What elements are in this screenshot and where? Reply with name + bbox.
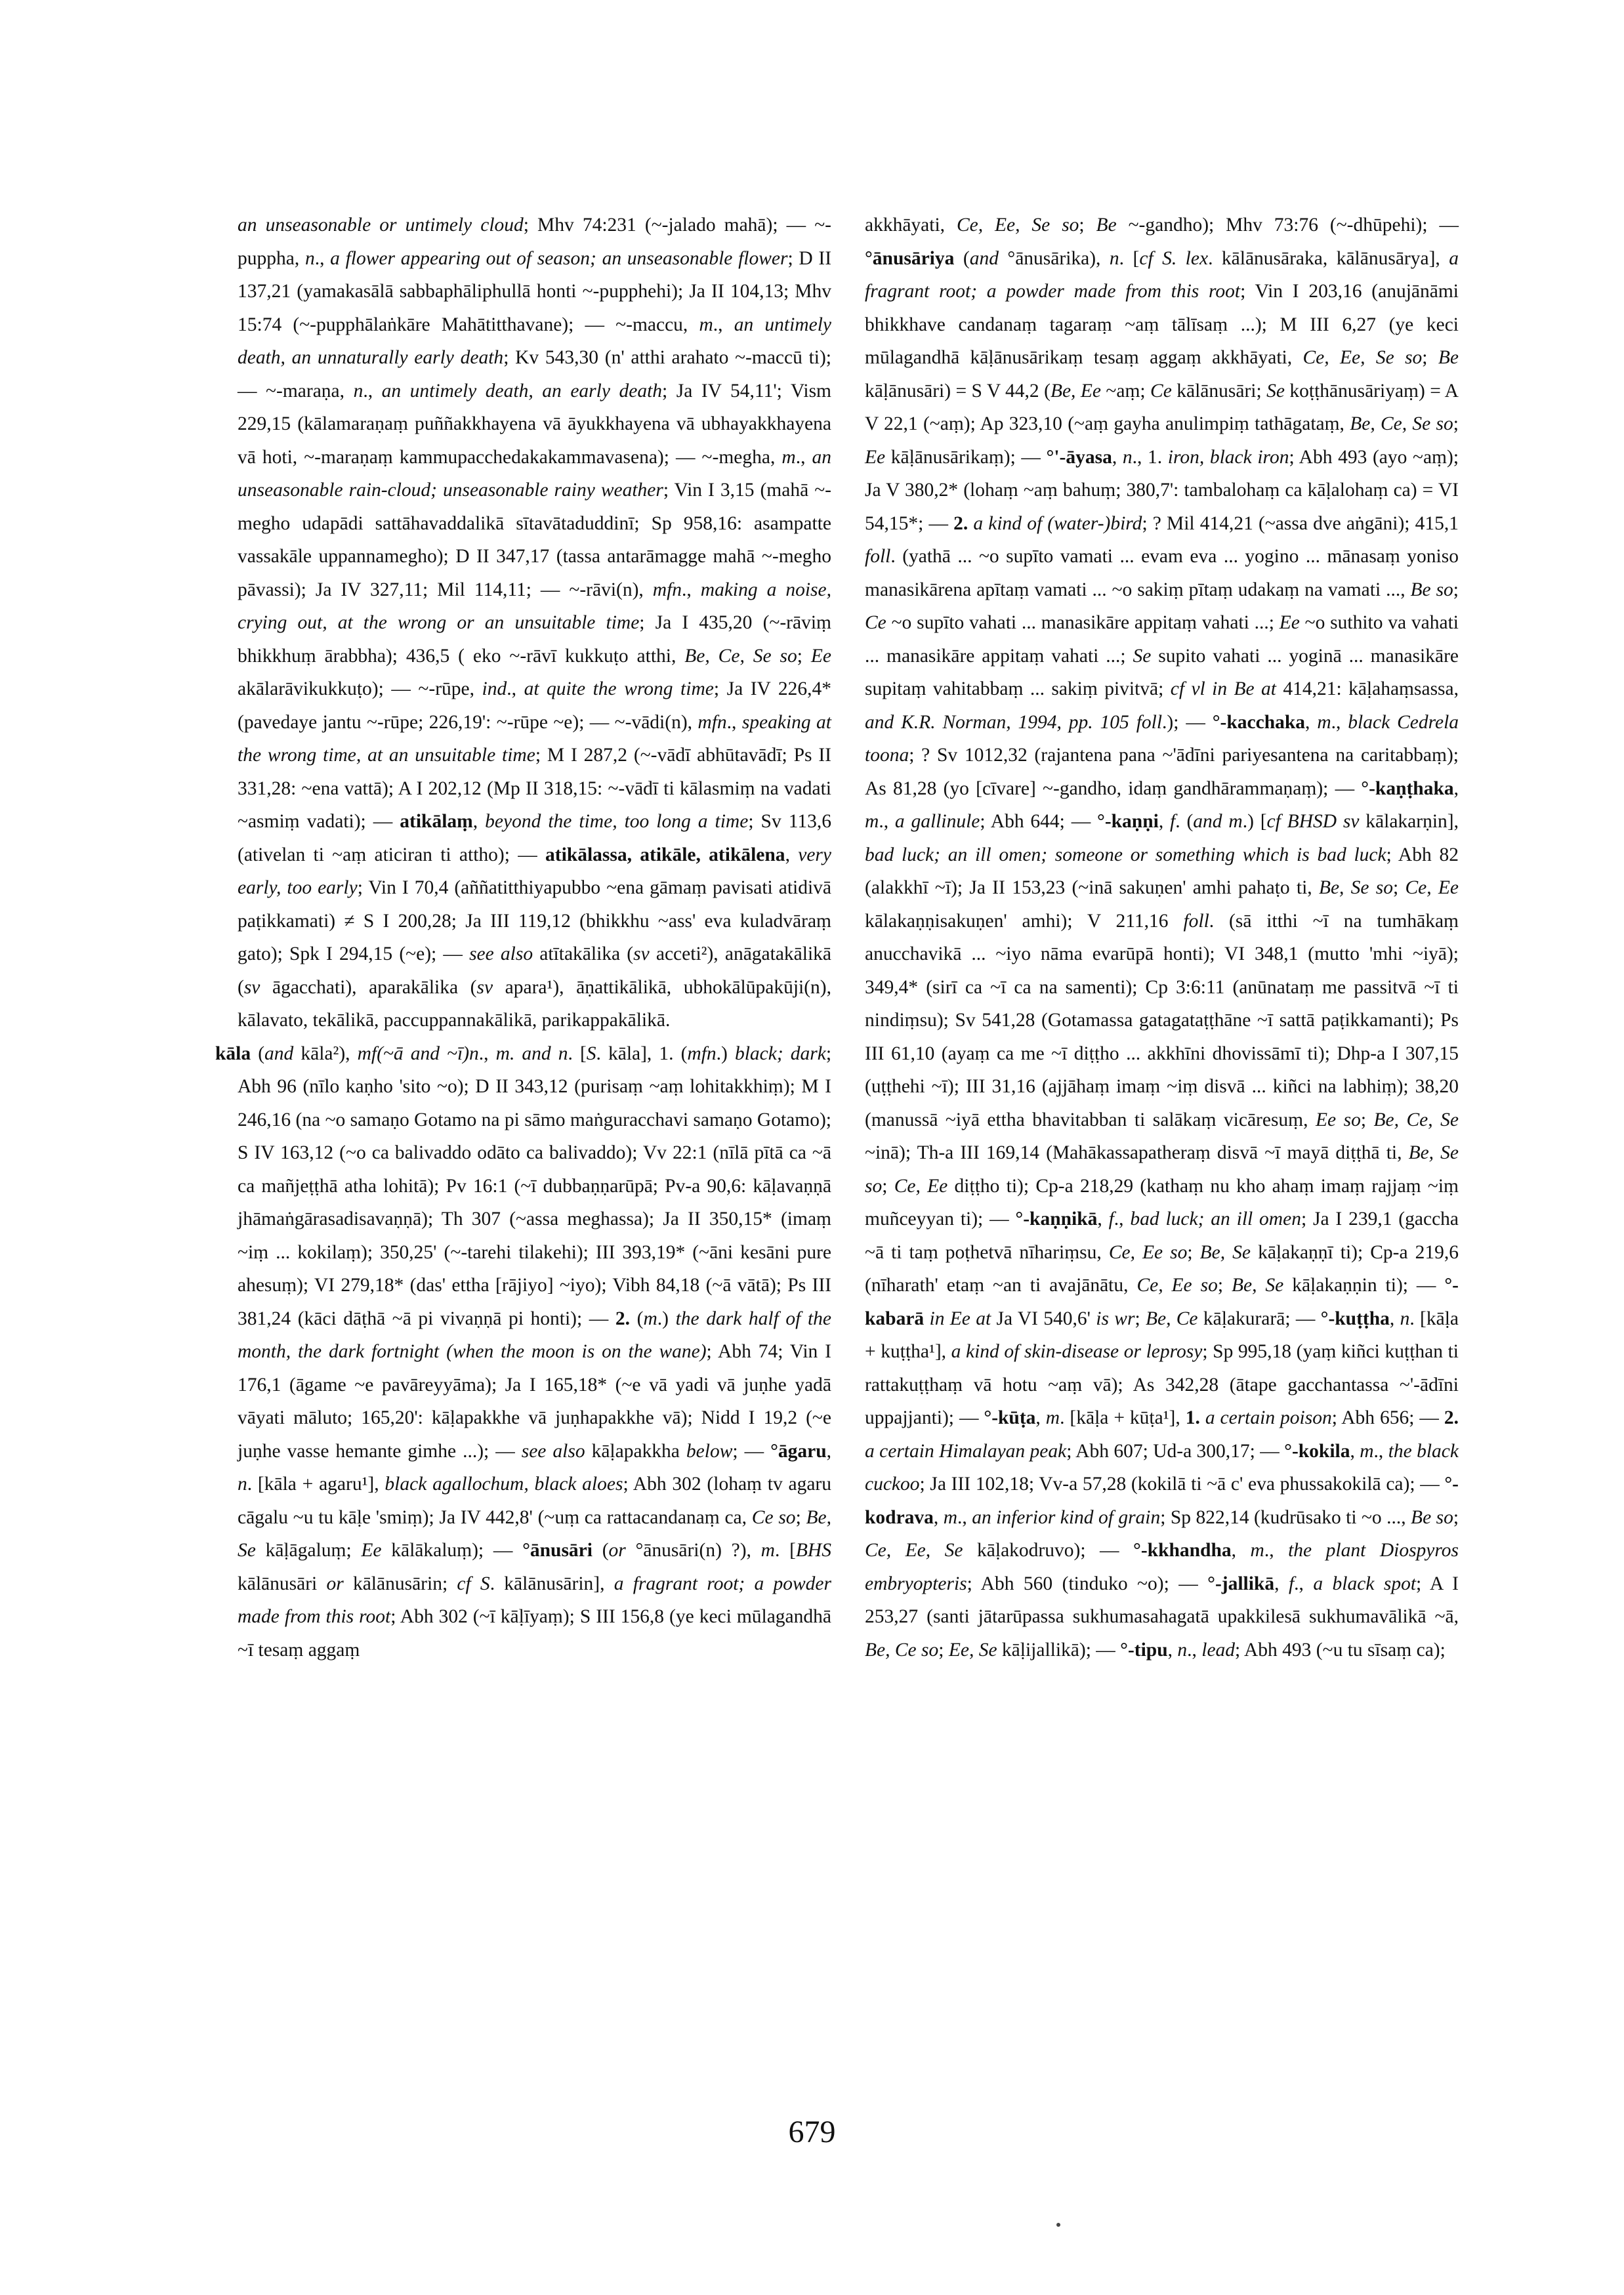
right-column [865, 209, 1459, 1666]
entry-paragraph-continued: akkhāyati, Ce, Ee, Se so; Be ~-gandho); Mhv 73:76 (~-dhūpehi); — °ānusāriya (and °ānusārika), n. [cf S. lex. kālānusāraka, kālānusārya], a fragrant root; a powder made from this root; Vin I 203,16 (anujānāmi bhikkhave candanaṃ tagaraṃ ~aṃ tālīsaṃ ...); M III 6,27 (ye keci mūlagandhā kāḷānusārikaṃ tesaṃ aggaṃ akkhāyati, Ce, Ee, Se so; Be kāḷānusāri) = S V 44,2 (Be, Ee ~aṃ; Ce kālānusāri; Se koṭṭhānusāriyaṃ) = A V 22,1 (~aṃ); Ap 323,10 (~aṃ gayha anulimpiṃ tathāgataṃ, Be, Ce, Se so; Ee kāḷānusārikaṃ); — °'-āyasa, n., 1. iron, black iron; Abh 493 (ayo ~aṃ); Ja V 380,2* (lohaṃ ~aṃ bahuṃ; 380,7': tambalohaṃ ca kāḷalohaṃ ca) = VI 54,15*; — 2. a kind of (water-)bird; ? Mil 414,21 (~assa dve aṅgāni); 415,1 foll. (yathā ... ~o supīto vamati ... evam eva ... yogino ... mānasaṃ yoniso manasikārena apītaṃ vamati ... ~o sakiṃ pītaṃ udakaṃ na vamati ..., Be so; Ce ~o supīto vahati ... manasikāre appitaṃ vahati ...; Ee ~o suthito va vahati ... manasikāre appitaṃ vahati ...; Se supito vahati ... yoginā ... manasikāre supitaṃ vahitabbaṃ ... sakiṃ pivitvā; cf vl in Be at 414,21: kāḷahaṃsassa, and K.R. Norman, 1994, pp. 105 foll.); — °-kacchaka, m., black Cedrela toona; ? Sv 1012,32 (rajantena pana ~'ādīni pariyesantena na caritabbaṃ); As 81,28 (yo [cīvare] ~-gandho, idaṃ gandhārammaṇaṃ); — °-kaṇṭhaka, m., a gallinule; Abh 644; — °-kaṇṇi, f. (and m.) [cf BHSD sv kālakarṇin], bad luck; an ill omen; someone or something which is bad luck; Abh 82 (alakkhī ~ī); Ja II 153,23 (~inā sakuṇen' amhi pahaṭo ti, Be, Se so; Ce, Ee kālakaṇṇisakuṇen' amhi); V 211,16 foll. (sā itthi ~ī na tumhākaṃ anucchavikā ... ~iyo nāma evarūpā honti); VI 348,1 (mutto 'mhi ~iyā); 349,4* (sirī ca ~ī ca na samenti); Cp 3:6:11 (anūnataṃ me passitvā ~ī ti nindiṃsu); Sv 541,28 (Gotamassa gatagataṭṭhāne ~ī sattā paṭikkamanti); Ps III 61,10 (ayaṃ ca me ~ī diṭṭho ... akkhīni dhovissāmī ti); Dhp-a I 307,15 (uṭṭhehi ~ī); III 31,16 (ajjāhaṃ imaṃ ~iṃ disvā ... kiñci na labhiṃ); 38,20 (manussā ~iyā ettha bhavitabban ti salākaṃ vicāresuṃ, Ee so; Be, Ce, Se ~inā); Th-a III 169,14 (Mahākassapatheraṃ disvā ~ī mayā diṭṭhā ti, Be, Se so; Ce, Ee diṭṭho ti); Cp-a 218,29 (kathaṃ nu kho ahaṃ imaṃ rajjaṃ ~iṃ muñceyyan ti); — °-kaṇṇikā, f., bad luck; an ill omen; Ja I 239,1 (gaccha ~ā ti taṃ poṭhetvā nīhariṃsu, Ce, Ee so; Be, Se kāḷakaṇṇī ti); Cp-a 219,6 (nīharath' etaṃ ~an ti avajānātu, Ce, Ee so; Be, Se kāḷakaṇṇin ti); — °-kabarā in Ee at Ja VI 540,6' is wr; Be, Ce kāḷakurarā; — °-kuṭṭha, n. [kāḷa + kuṭṭha¹], a kind of skin-disease or leprosy; Sp 995,18 (yaṃ kiñci kuṭṭhan ti rattakuṭṭhaṃ vā hotu ~aṃ vā); As 342,28 (ātape gacchantassa ~'-ādīni uppajjanti); — °-kūṭa, m. [kāḷa + kūṭa¹], 1. a certain poison; Abh 656; — 2. a certain Himalayan peak; Abh 607; Ud-a 300,17; — °-kokila, m., the black cuckoo; Ja III 102,18; Vv-a 57,28 (kokilā ti ~ā c' eva phussakokilā ca); — °-kodrava, m., an inferior kind of grain; Sp 822,14 (kudrūsako ti ~o ..., Be so; Ce, Ee, Se kāḷakodruvo); — °-kkhandha, m., the plant Diospyros embryopteris; Abh 560 (tinduko ~o); — °-jallikā, f., a black spot; A I 253,27 (santi jātarūpassa sukhumasahagatā upakkilesā sukhumavālikā ~ā, Be, Ce so; Ee, Se kāḷijallikā); — °-tipu, n., lead; Abh 493 (~u tu sīsaṃ ca); [865, 215, 1459, 1661]
entry-paragraph: an unseasonable or untimely cloud; Mhv 74:231 (~-jalado mahā); — ~-puppha, n., a flower appearing out of season; an unseasonable flower; D II 137,21 (yamakasālā sabbaphāliphullā honti ~-pupphehi); Ja II 104,13; Mhv 15:74 (~-pupphālaṅkāre Mahātitthavane); — ~-maccu, m., an untimely death, an unnaturally early death; Kv 543,30 (n' atthi arahato ~-maccū ti); — ~-maraṇa, n., an untimely death, an early death; Ja IV 54,11'; Vism 229,15 (kālamaraṇaṃ puññakkhayena vā āyukkhayena vā ubhayakkhayena vā hoti, ~-maraṇaṃ kammupacchedakakammavasena); — ~-megha, m., an unseasonable rain-cloud; unseasonable rainy weather; Vin I 3,15 (mahā ~-megho udapādi sattāhavaddalikā sītavātaduddinī; Sp 958,16: asampatte vassakāle uppannamegho); D II 347,17 (tassa antarāmagge mahā ~-megho pāvassi); Ja IV 327,11; Mil 114,11; — ~-rāvi(n), mfn., making a noise, crying out, at the wrong or an unsuitable time; Ja I 435,20 (~-rāviṃ bhikkhuṃ ārabbha); 436,5 ( eko ~-rāvī kukkuṭo atthi, Be, Ce, Se so; Ee akālarāvikukkuṭo); — ~-rūpe, ind., at quite the wrong time; Ja IV 226,4* (pavedaye jantu ~-rūpe; 226,19': ~-rūpe ~e); — ~-vādi(n), mfn., speaking at the wrong time, at an unsuitable time; M I 287,2 (~-vādī abhūtavādī; Ps II 331,28: ~ena vattā); A I 202,12 (Mp II 318,15: ~-vādī ti kālasmiṃ na vadati ~asmiṃ vadati); — atikālaṃ, beyond the time, too long a time; Sv 113,6 (ativelan ti ~aṃ aticiran ti attho); — atikālassa, atikāle, atikālena, very early, too early; Vin I 70,4 (aññatitthiyapubbo ~ena gāmaṃ pavisati atidivā paṭikkamati) ≠ S I 200,28; Ja III 119,12 (bhikkhu ~ass' eva kuladvāraṃ gato); Spk I 294,15 (~e); — see also atītakālika (sv acceti²), anāgatakālikā (sv āgacchati), aparakālika (sv apara¹), āṇattikālikā, ubhokālūpakūji(n), kālavato, tekālikā, paccuppannakālikā, parikappakālikā. [238, 215, 832, 1031]
scan-speck [1056, 2223, 1060, 2227]
page-number: 679 [788, 2115, 836, 2149]
left-column [215, 209, 832, 1666]
entry-kala: kāla (and kāla²), mf(~ā and ~ī)n., m. and n. [S. kāla], 1. (mfn.) black; dark; Abh 96 (nīlo kaṇho 'sito ~o); D II 343,12 (purisaṃ ~aṃ lohitakkhiṃ); M I 246,16 (na ~o samaṇo Gotamo na pi sāmo maṅguracchavi samaṇo Gotamo); S IV 163,12 (~o ca balivaddo odāto ca balivaddo); Vv 22:1 (nīlā pītā ca ~ā ca mañjeṭṭhā atha lohitā); Pv 16:1 (~ī dubbaṇṇarūpā; Pv-a 90,6: kāḷavaṇṇā jhāmaṅgārasadisavaṇṇā); Th 307 (~assa meghassa); Ja II 350,15* (imaṃ ~iṃ ... kokilaṃ); 350,25' (~-tarehi tilakehi); III 393,19* (~āni kesāni pure ahesuṃ); VI 279,18* (das' ettha [rājiyo] ~iyo); Vibh 84,18 (~ā vātā); Ps III 381,24 (kāci dāṭhā ~ā pi vivaṇṇā pi honti); — 2. (m.) the dark half of the month, the dark fortnight (when the moon is on the wane); Abh 74; Vin I 176,1 (āgame ~e pavāreyyāma); Ja I 165,18* (~e vā yadi vā juṇhe yadā vāyati māluto; 165,20': kāḷapakkhe vā juṇhapakkhe vā); Nidd I 19,2 (~e juṇhe vasse hemante gimhe ...); — see also kāḷapakkha below; — °āgaru, n. [kāla + agaru¹], black agallochum, black aloes; Abh 302 (lohaṃ tv agaru cāgalu ~u tu kāḷe 'smiṃ); Ja IV 442,8' (~uṃ ca rattacandanaṃ ca, Ce so; Be, Se kāḷāgaluṃ; Ee kālākaluṃ); — °ānusāri (or °ānusāri(n) ?), m. [BHS kālānusāri or kālānusārin; cf S. kālānusārin], a fragrant root; a powder made from this root; Abh 302 (~ī kāḷīyaṃ); S III 156,8 (ye keci mūlagandhā ~ī tesaṃ aggaṃ [215, 1043, 832, 1661]
